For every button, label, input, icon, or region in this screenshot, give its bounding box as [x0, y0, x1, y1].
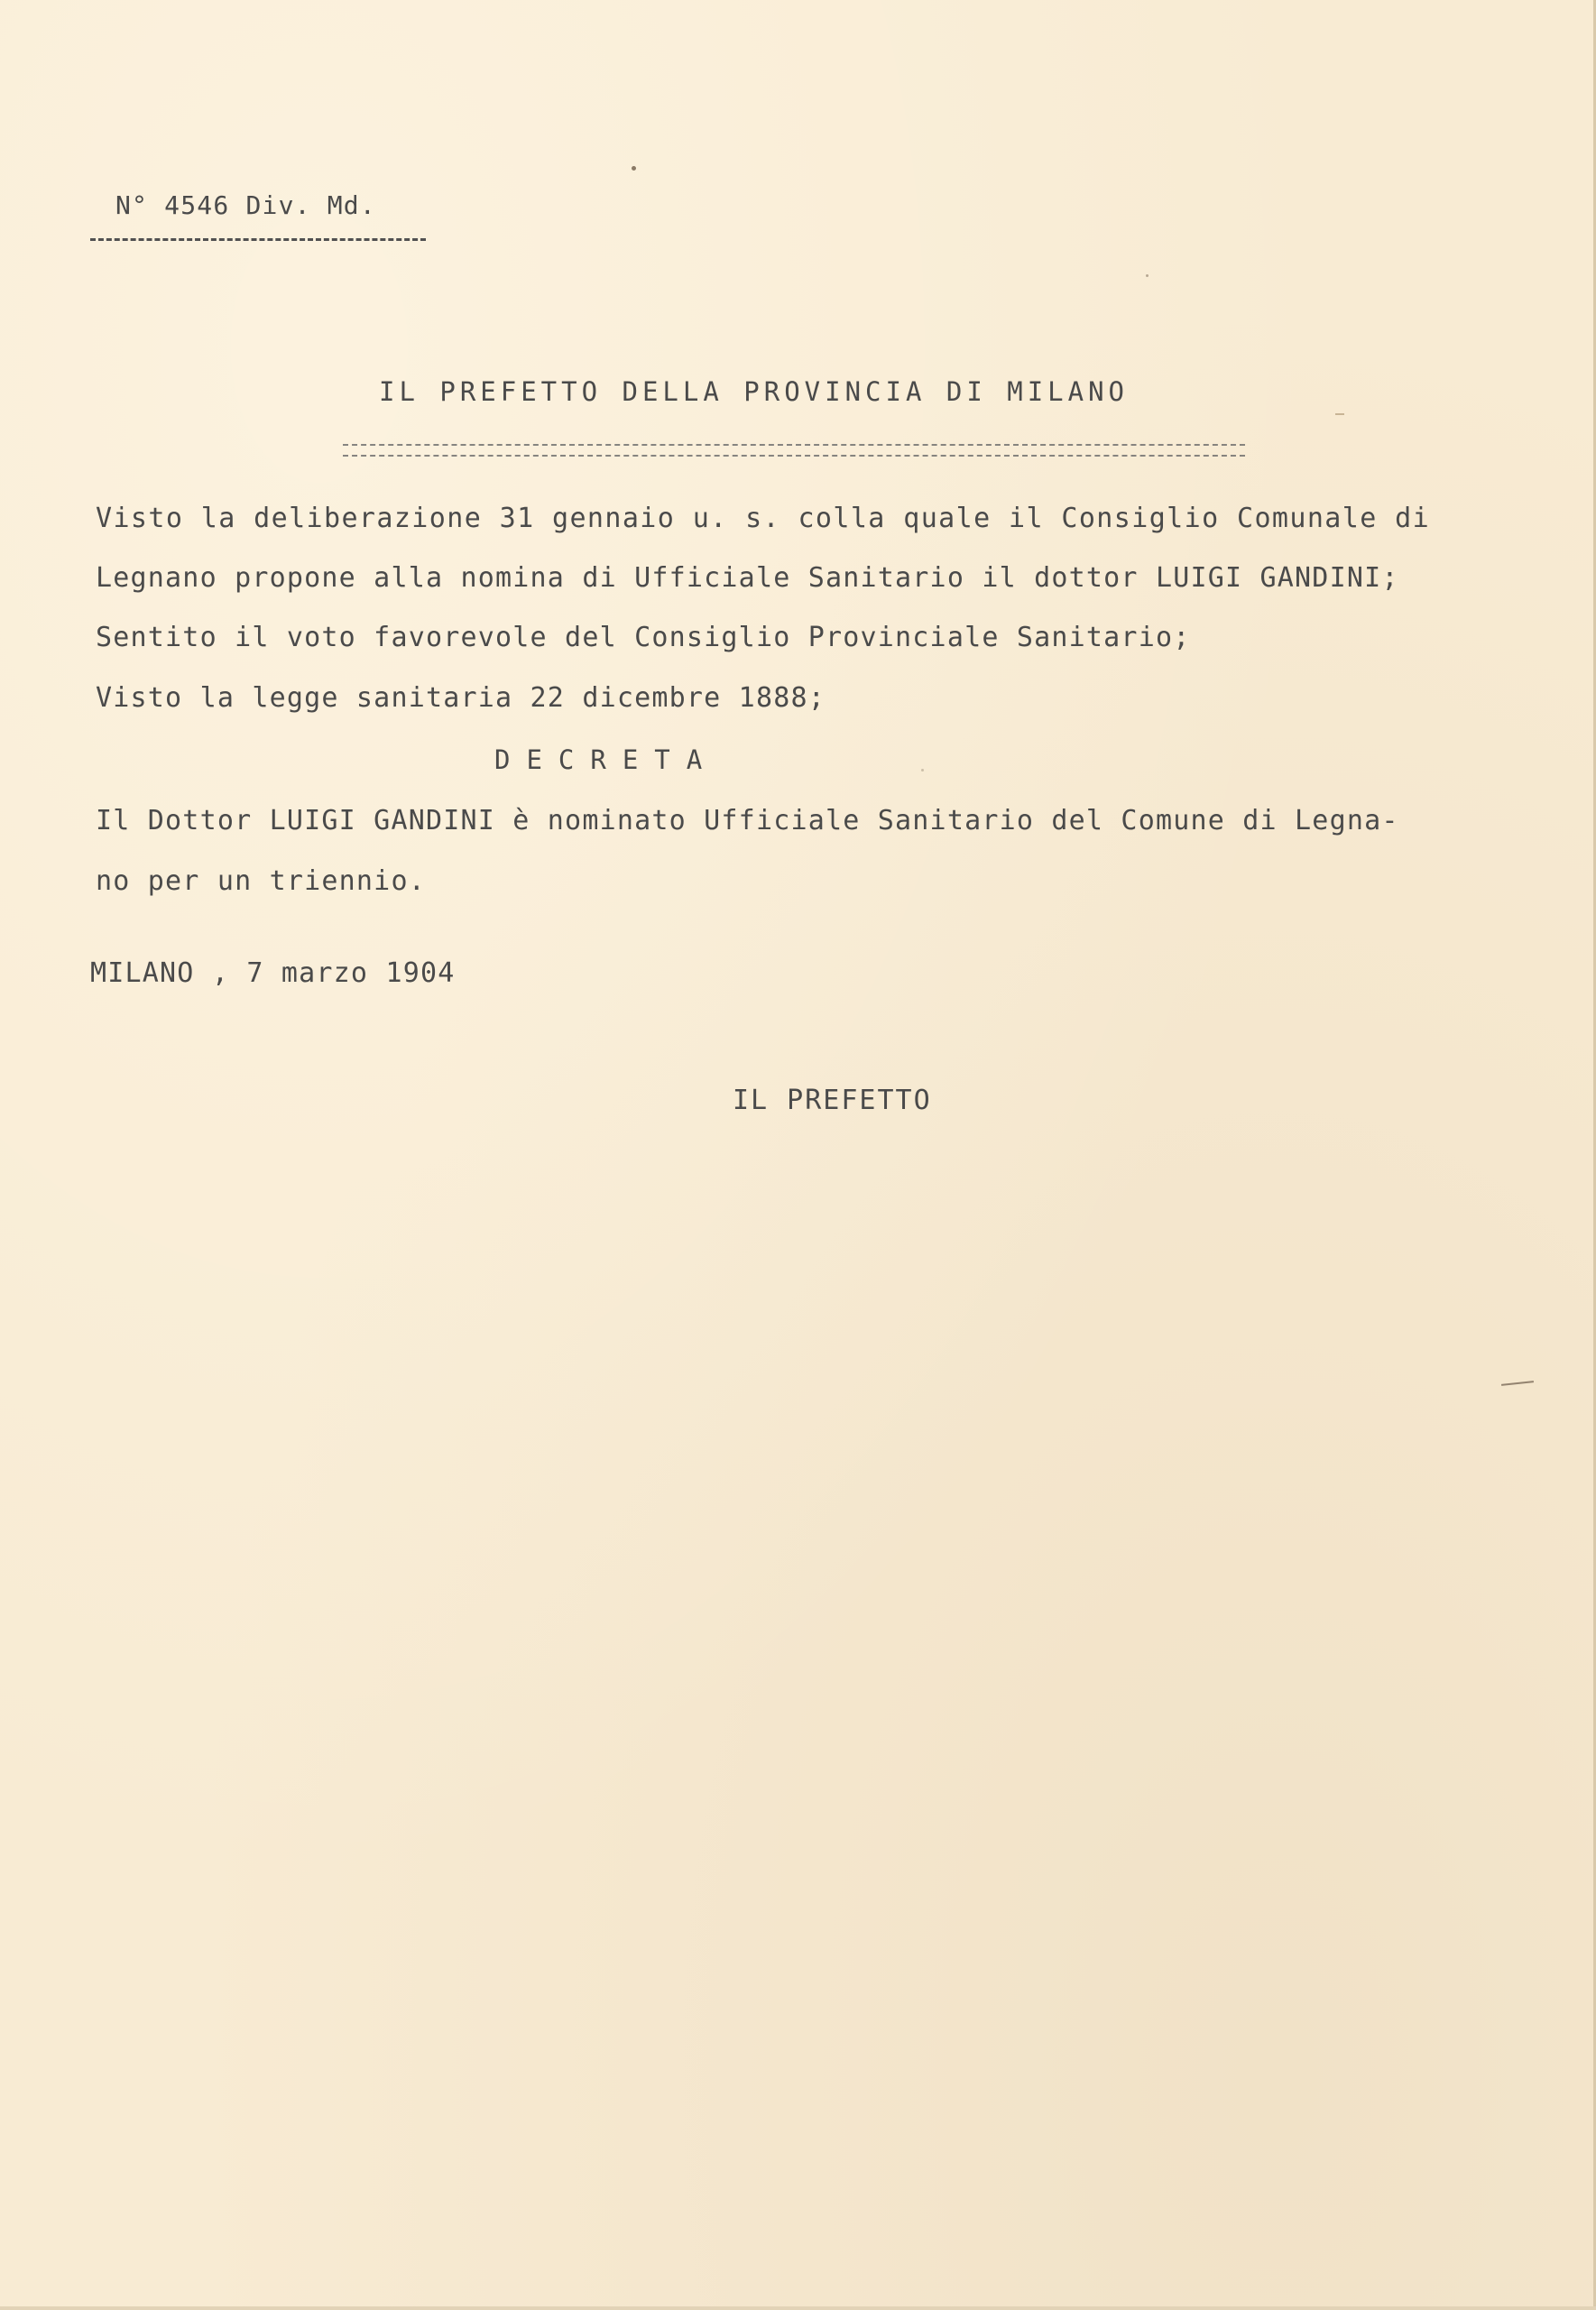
preamble-line-4: Visto la legge sanitaria 22 dicembre 1888; — [96, 682, 826, 714]
signature-line: IL PREFETTO — [733, 1085, 932, 1116]
ink-speck — [1146, 274, 1149, 277]
decree-line-2: no per un triennio. — [96, 865, 426, 897]
document-heading: IL PREFETTO DELLA PROVINCIA DI MILANO — [379, 376, 1130, 407]
protocol-number: N° 4546 Div. Md. — [115, 190, 376, 220]
preamble-line-3: Sentito il voto favorevole del Consiglio Provinciale Sanitario; — [96, 622, 1191, 653]
decree-line-1: Il Dottor LUIGI GANDINI è nominato Ufficiale Sanitario del Comune di Legna- — [96, 805, 1399, 836]
place-and-date: MILANO , 7 marzo 1904 — [90, 957, 456, 989]
ink-speck — [632, 166, 636, 171]
paper-edge-bottom — [0, 2306, 1596, 2310]
preamble-line-2: Legnano propone alla nomina di Ufficiale Sanitario il dottor LUIGI GANDINI; — [96, 562, 1399, 594]
preamble-line-1: Visto la deliberazione 31 gennaio u. s. colla quale il Consiglio Comunale di — [96, 503, 1431, 534]
heading-underline — [343, 444, 1245, 457]
protocol-underline — [90, 238, 426, 241]
margin-pencil-mark — [1501, 1381, 1534, 1386]
ink-speck — [921, 769, 924, 772]
decree-heading: DECRETA — [494, 744, 719, 775]
paper-mark — [1335, 413, 1344, 415]
